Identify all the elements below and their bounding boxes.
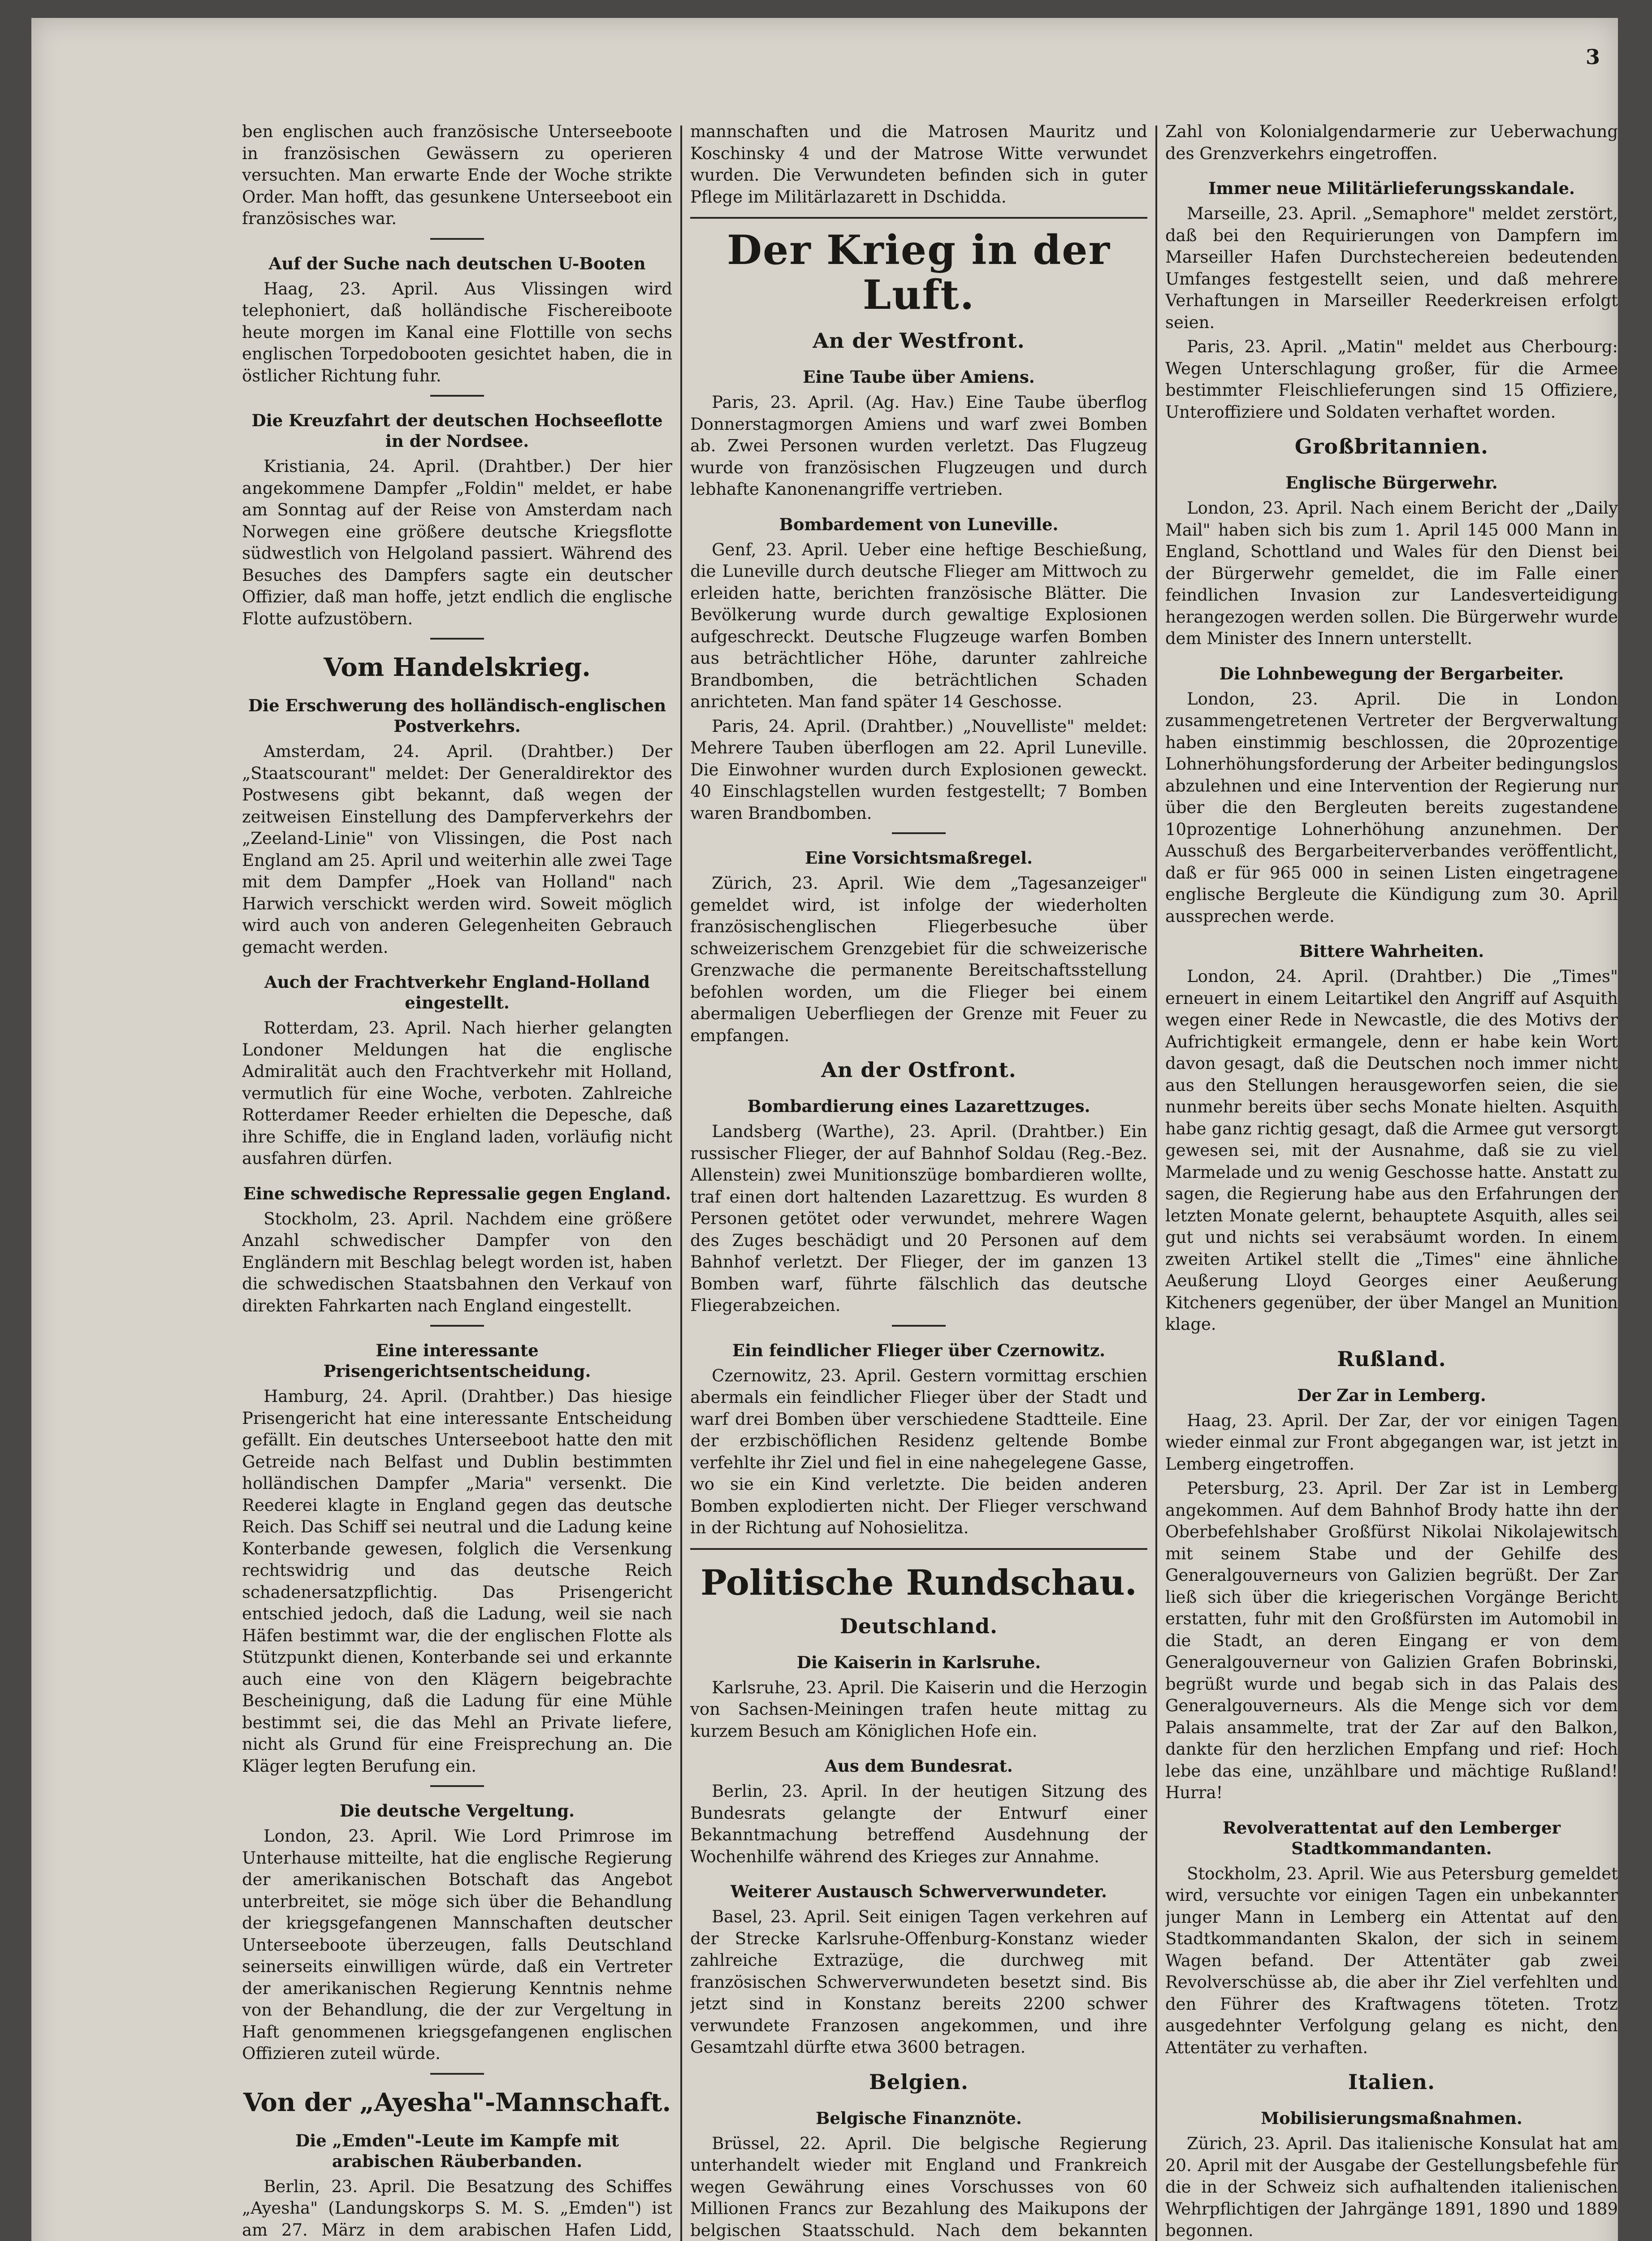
separator-rule xyxy=(892,832,946,834)
article-headline: Weiterer Austausch Schwerverwundeter. xyxy=(731,1882,1107,1901)
section-heading: Großbritannien. xyxy=(1294,434,1489,459)
article-headline: Englische Bürgerwehr. xyxy=(1285,473,1498,493)
article-headline: Die Erschwerung des holländisch-englischen Postverkehrs. xyxy=(248,696,666,736)
section-heading: Der Krieg in der Luft. xyxy=(727,226,1111,319)
article-paragraph: London, 24. April. (Drahtber.) Die „Times" erneuert in einem Leitartikel den Angriff auf Asquith wegen einer Rede in Newcastle, die des Motivs der Aufrichtigkeit ermangele, denn er habe kein Wort davon gesagt, daß die Deutschen noch immer nicht aus den Stellungen herausgeworfen seien, die sie nunmehr bereits über sechs Monate hielten. Asquith habe ganz richtig gesagt, daß die Armee gut versorgt gewesen sei, mit der Ausnahme, daß sie zu viel Marmelade und zu wenig Geschosse hatte. Anstatt zu sagen, die Regierung habe aus den Erfahrungen der letzten Monate gelernt, behauptete Asquith, alles sei gut und nichts sei verabsäumt worden. In einem zweiten Artikel stellt die „Times" eine ähnliche Aeußerung Lloyd Georges einer Aeußerung Kitcheners gegenüber, der über Mangel an Munition klage. xyxy=(1165,967,1618,1334)
column-1 xyxy=(242,121,672,2241)
article-headline: Die Kreuzfahrt der deutschen Hochseeflotte in der Nordsee. xyxy=(251,411,663,451)
article-headline: Eine Taube über Amiens. xyxy=(803,367,1035,387)
separator-rule xyxy=(430,1325,484,1327)
article-paragraph: ben englischen auch französische Unterseeboote in französischen Gewässern zu operieren versuchten. Man erwarte Ende der Woche strikte Order. Man hofft, das gesunkene Unterseeboot ein französisches war. xyxy=(242,122,672,228)
article-paragraph: Stockholm, 23. April. Nachdem eine größere Anzahl schwedischer Dampfer von den Engländern mit Beschlag belegt worden ist, haben die schwedischen Staatsbahnen den Verkauf von direkten Fahrkarten nach England eingestellt. xyxy=(242,1209,672,1315)
article-headline: Immer neue Militärlieferungsskandale. xyxy=(1208,178,1575,198)
column-rule-1 xyxy=(680,125,682,2241)
article-headline: Die „Emden"-Leute im Kampfe mit arabischen Räuberbanden. xyxy=(295,2130,619,2171)
section-heading: Von der „Ayesha"-Mannschaft. xyxy=(243,2087,671,2117)
article-paragraph: Berlin, 23. April. Die Besatzung des Schiffes „Ayesha" (Landungskorps S. M. S. „Emden") ist am 27. März in dem arabischen Hafen Lidd, xyxy=(242,2176,672,2240)
article-headline: Auf der Suche nach deutschen U-Booten xyxy=(268,253,646,273)
article-headline: Auch der Frachtverkehr England-Holland eingestellt. xyxy=(264,972,650,1012)
section-heading: An der Westfront. xyxy=(813,329,1025,353)
column-3 xyxy=(1165,121,1618,2241)
article-paragraph: Berlin, 23. April. In der heutigen Sitzung des Bundesrats gelangte der Entwurf einer Bekanntmachung betreffend Ausdehnung der Wochenhilfe während des Krieges zur Annahme. xyxy=(690,1782,1147,1866)
article-paragraph: Stockholm, 23. April. Wie aus Petersburg gemeldet wird, versuchte vor einigen Tagen ein unbekannter junger Mann in Lemberg ein Attentat auf den Stadtkommandanten Skalon, der sich in seinem Wagen befand. Der Attentäter gab zwei Revolverschüsse ab, die aber ihr Ziel verfehlten und den Führer des Kraftwagens töteten. Trotz ausgedehnter Verfolgung gelang es nicht, den Attentäter zu verhaften. xyxy=(1165,1864,1618,2057)
article-paragraph: Paris, 24. April. (Drahtber.) „Nouvelliste" meldet: Mehrere Tauben überflogen am 22. April Luneville. Die Einwohner wurden durch Explosionen geweckt. 40 Einschlagstellen wurden festgestellt; 7 Bomben waren Brandbomben. xyxy=(690,716,1147,823)
article-paragraph: Rotterdam, 23. April. Nach hierher gelangten Londoner Meldungen hat die englische Admiralität auch den Frachtverkehr mit Holland, vermutlich für eine Woche, verboten. Zahlreiche Rotterdamer Reeder erhielten die Depesche, daß ihre Schiffe, die in England laden, vorläufig nicht ausfahren dürfen. xyxy=(242,1018,672,1168)
section-rule xyxy=(690,217,1147,219)
article-paragraph: Petersburg, 23. April. Der Zar ist in Lemberg angekommen. Auf dem Bahnhof Brody hatte ihn der Oberbefehlshaber Großfürst Nikolai Nikolajewitsch mit seinem Stabe und der Gehilfe des Generalgouverneurs von Galizien begrüßt. Der Zar ließ sich über die kriegerischen Vorgänge Bericht erstatten, fuhr mit den Großfürsten im Automobil in die Stadt, an deren Eingang er von dem Generalgouverneur von Galizien Grafen Bobrinski, begrüßt wurde und begab sich in das Palais des Generalgouverneurs. Als die Menge sich vor dem Palais ansammelte, trat der Zar auf den Balkon, dankte für den herzlichen Empfang und rief: Hoch lebe das eine, unzählbare und mächtige Rußland! Hurra! xyxy=(1165,1479,1618,1802)
article-headline: Eine schwedische Repressalie gegen England. xyxy=(243,1183,671,1203)
article-headline: Eine Vorsichtsmaßregel. xyxy=(805,848,1033,868)
section-heading: Vom Handelskrieg. xyxy=(324,653,591,682)
column-2 xyxy=(690,121,1147,2241)
article-paragraph: Haag, 23. April. Aus Vlissingen wird telephoniert, daß holländische Fischereiboote heute morgen im Kanal eine Flottille von sechs englischen Torpedobooten gesichtet haben, die in östlicher Richtung fuhr. xyxy=(242,279,672,385)
separator-rule xyxy=(430,1785,484,1787)
article-paragraph: Hamburg, 24. April. (Drahtber.) Das hiesige Prisengericht hat eine interessante Entscheidung gefällt. Ein deutsches Unterseeboot hatte den mit Getreide nach Belfast und Dublin bestimmten holländischen Dampfer „Maria" versenkt. Die Reederei klagte in England gegen das deutsche Reich. Das Schiff sei neutral und die Ladung keine Konterbande gewesen, folglich die Versenkung rechtswidrig und das deutsche Reich schadenersatzpflichtig. Das Prisengericht entschied jedoch, daß die Ladung, weil sie nach Häfen bestimmt war, die der englischen Flotte als Stützpunkt dienen, Konterbande sei und erkannte auch eine von den Klägern beigebrachte Bescheinigung, daß die Ladung für eine Mühle bestimmt sei, die das Mehl an Private liefere, nicht als Grund für eine Freisprechung an. Die Kläger legten Berufung ein. xyxy=(242,1387,672,1776)
article-paragraph: Karlsruhe, 23. April. Die Kaiserin und die Herzogin von Sachsen-Meiningen trafen heute mittag zu kurzem Besuch am Königlichen Hofe ein. xyxy=(690,1678,1147,1741)
article-paragraph: Zahl von Kolonialgendarmerie zur Ueberwachung des Grenzverkehrs eingetroffen. xyxy=(1165,122,1618,163)
article-headline: Die deutsche Vergeltung. xyxy=(339,1801,575,1821)
article-headline: Belgische Finanznöte. xyxy=(816,2108,1022,2128)
article-headline: Die Lohnbewegung der Bergarbeiter. xyxy=(1219,663,1564,684)
section-heading: An der Ostfront. xyxy=(821,1058,1016,1082)
separator-rule xyxy=(430,638,484,640)
article-paragraph: Amsterdam, 24. April. (Drahtber.) Der „Staatscourant" meldet: Der Generaldirektor des Postwesens gibt bekannt, daß wegen der zeitweisen Einstellung des Dampferverkehrs der „Zeeland-Linie" von Vlissingen, die Post nach England am 25. April und weiterhin alle zwei Tage mit dem Dampfer „Hoek van Holland" nach Harwich verschickt werden wird. Soweit möglich wird auch von anderen Gelegenheiten Gebrauch gemacht werden. xyxy=(242,742,672,957)
separator-rule xyxy=(892,1325,946,1327)
column-rule-2 xyxy=(1155,125,1157,2241)
separator-rule xyxy=(430,395,484,397)
article-paragraph: Basel, 23. April. Seit einigen Tagen verkehren auf der Strecke Karlsruhe-Offenburg-Konstanz wieder zahlreiche Extrazüge, die durchweg mit französischen Schwerverwundeten besetzt sind. Bis jetzt sind in Konstanz bereits 2200 schwer verwundete Franzosen angekommen, und ihre Gesamtzahl dürfte etwa 3600 betragen. xyxy=(690,1907,1147,2057)
section-heading: Politische Rundschau. xyxy=(701,1562,1137,1603)
article-headline: Die Kaiserin in Karlsruhe. xyxy=(796,1652,1041,1672)
article-headline: Eine interessante Prisengerichtsentscheidung. xyxy=(323,1341,591,1381)
article-paragraph: Paris, 23. April. (Ag. Hav.) Eine Taube überflog Donnerstagmorgen Amiens und warf zwei Bomben ab. Zwei Personen wurden verletzt. Das Flugzeug wurde von französischen Flugzeugen und durch lebhafte Kanonenangriffe vertrieben. xyxy=(690,393,1147,499)
article-paragraph: London, 23. April. Wie Lord Primrose im Unterhause mitteilte, hat die englische Regierung der amerikanischen Botschaft das Angebot unterbreitet, sie möge sich über die Behandlung der kriegsgefangenen Mannschaften deutscher Unterseeboote überzeugen, falls Deutschland seinerseits einwilligen würde, daß ein Vertreter der amerikanischen Regierung Kenntnis nehme von der Behandlung, die der zur Vergeltung in Haft genommenen kriegsgefangenen englischen Offizieren zuteil würde. xyxy=(242,1826,672,2063)
section-heading: Italien. xyxy=(1348,2070,1436,2094)
article-paragraph: Haag, 23. April. Der Zar, der vor einigen Tagen wieder einmal zur Front abgegangen war, ist jetzt in Lemberg eingetroffen. xyxy=(1165,1410,1618,1474)
article-paragraph: Zürich, 23. April. Wie dem „Tagesanzeiger" gemeldet wird, ist infolge der wiederholten französischenglischen Fliegerbesuche über schweizerischem Grenzgebiet für die schweizerische Grenzwache die permanente Bereitschaftsstellung befohlen worden, um die Flieger bei einem abermaligen Ueberfliegen der Grenze mit Feuer zu empfangen. xyxy=(690,874,1147,1045)
article-paragraph: Paris, 23. April. „Matin" meldet aus Cherbourg: Wegen Unterschlagung großer, für die Armee bestimmter Fleischlieferungen sind 15 Offiziere, Unteroffiziere und Soldaten verhaftet worden. xyxy=(1165,337,1618,422)
section-heading: Belgien. xyxy=(869,2069,969,2094)
section-rule xyxy=(690,1548,1147,1550)
article-headline: Der Zar in Lemberg. xyxy=(1297,1385,1486,1405)
section-heading: Rußland. xyxy=(1337,1346,1446,1371)
separator-rule xyxy=(430,238,484,240)
article-paragraph: Czernowitz, 23. April. Gestern vormittag erschien abermals ein feindlicher Flieger über der Stadt und warf drei Bomben über verschiedene Stadtteile. Eine der erzbischöflichen Residenz geltende Bombe verfehlte ihr Ziel und fiel in eine nahegelegene Gasse, wo sie ein Kind verletzte. Die beiden anderen Bomben explodierten nicht. Der Flieger verschwand in der Richtung auf Nohosielitza. xyxy=(690,1366,1147,1537)
article-headline: Mobilisierungsmaßnahmen. xyxy=(1261,2108,1522,2128)
article-paragraph: Brüssel, 22. April. Die belgische Regierung unterhandelt wieder mit England und Frankreich wegen Gewährung eines Vorschusses von 60 Millionen Francs zur Bezahlung des Maikupons der belgischen Staatsschuld. Nach dem bekannten xyxy=(690,2133,1147,2240)
article-paragraph: London, 23. April. Nach einem Bericht der „Daily Mail" haben sich bis zum 1. April 145 000 Mann in England, Schottland und Wales für den Dienst bei der Bürgerwehr gemeldet, die im Falle einer feindlichen Invasion zur Landesverteidigung herangezogen werden sollen. Die Bürgerwehr wurde dem Minister des Innern unterstellt. xyxy=(1165,498,1618,648)
article-headline: Bombardement von Luneville. xyxy=(779,514,1059,534)
newspaper-page xyxy=(31,18,1618,2241)
article-paragraph: London, 23. April. Die in London zusammengetretenen Vertreter der Bergverwaltung haben einstimmig beschlossen, die 20prozentige Lohnerhöhungsforderung der Arbeiter bedingungslos abzulehnen und eine Intervention der Regierung nur über die den Bergleuten bereits zugestandene 10prozentige Lohnerhöhung anzunehmen. Der Ausschuß des Bergarbeiterverbandes veröffentlicht, daß er für 965 000 in seinen Listen eingetragene englische Bergleute die Kündigung zum 30. April aussprechen werde. xyxy=(1165,689,1618,926)
page-number: 3 xyxy=(1585,45,1600,69)
article-headline: Ein feindlicher Flieger über Czernowitz. xyxy=(732,1340,1106,1360)
section-heading: Deutschland. xyxy=(839,1614,998,1638)
article-headline: Revolverattentat auf den Lemberger Stadtkommandanten. xyxy=(1222,1817,1561,1858)
article-paragraph: Genf, 23. April. Ueber eine heftige Beschießung, die Luneville durch deutsche Flieger am Mittwoch zu erleiden hatte, berichten französische Blätter. Die Bevölkerung wurde durch gewaltige Explosionen aufgeschreckt. Deutsche Flugzeuge warfen Bomben aus beträchtlicher Höhe, darunter zahlreiche Brandbomben, die beträchtlichen Schaden anrichteten. Man fand später 14 Geschosse. xyxy=(690,540,1147,711)
article-paragraph: Marseille, 23. April. „Semaphore" meldet zerstört, daß bei den Requirierungen von Dampfern im Marseiller Hafen Durchstechereien bedeutenden Umfanges festgestellt seien, und daß mehrere Verhaftungen in Marseiller Reederkreisen erfolgt seien. xyxy=(1165,204,1618,332)
separator-rule xyxy=(430,2073,484,2075)
article-headline: Aus dem Bundesrat. xyxy=(825,1756,1013,1776)
article-paragraph: Kristiania, 24. April. (Drahtber.) Der hier angekommene Dampfer „Foldin" meldet, er habe am Sonntag auf der Reise von Amsterdam nach Norwegen eine größere deutsche Kriegsflotte südwestlich von Helgoland passiert. Während des Besuches des Dampfers sagte ein deutscher Offizier, daß man hoffe, jetzt endlich die englische Flotte aufzustöbern. xyxy=(242,457,672,628)
article-headline: Bombardierung eines Lazarettzuges. xyxy=(747,1096,1090,1116)
article-paragraph: mannschaften und die Matrosen Mauritz und Koschinsky 4 und der Matrose Witte verwundet wurden. Die Verwundeten befinden sich in guter Pflege im Militärlazarett in Dschidda. xyxy=(690,122,1147,207)
article-headline: Bittere Wahrheiten. xyxy=(1299,941,1484,961)
article-paragraph: Landsberg (Warthe), 23. April. (Drahtber.) Ein russischer Flieger, der auf Bahnhof Soldau (Reg.-Bez. Allenstein) zwei Munitionszüge bombardieren wollte, traf einen dort haltenden Lazarettzug. Es wurden 8 Personen getötet oder verwundet, mehrere Wagen des Zuges beschädigt und 20 Personen auf dem Bahnhof verletzt. Der Flieger, der im ganzen 13 Bomben warf, führte fälschlich das deutsche Fliegerabzeichen. xyxy=(690,1122,1147,1315)
article-paragraph: Zürich, 23. April. Das italienische Konsulat hat am 20. April mit der Ausgabe der Gestellungsbefehle für die in der Schweiz sich aufhaltenden italienischen Wehrpflichtigen der Jahrgänge 1891, 1890 und 1889 begonnen. xyxy=(1165,2134,1618,2240)
